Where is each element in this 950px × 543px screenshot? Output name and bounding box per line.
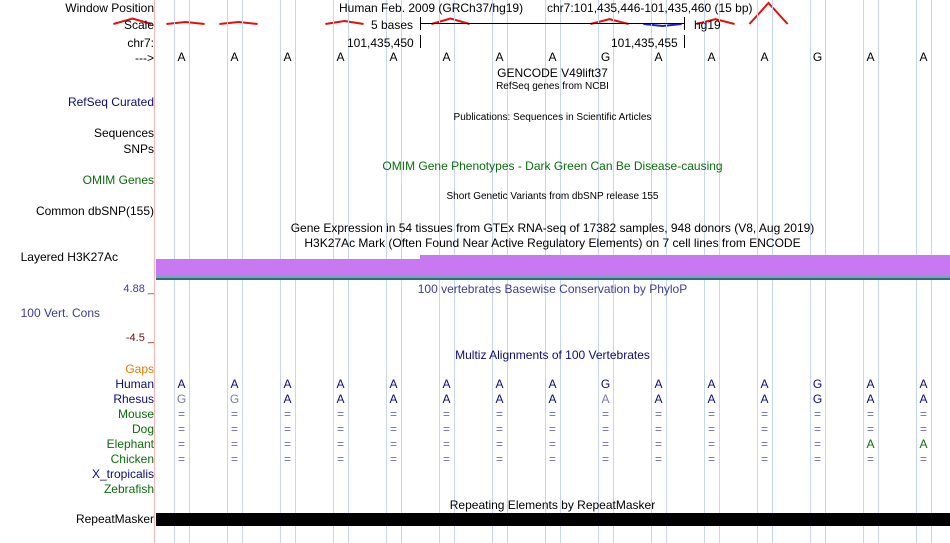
alignment-base: = <box>654 422 662 436</box>
base-9: G <box>600 50 611 64</box>
alignment-base: G <box>600 377 611 391</box>
alignment-base: A <box>760 377 769 391</box>
base-11: A <box>707 50 716 64</box>
alignment-base: A <box>548 392 557 406</box>
alignment-base: A <box>654 392 663 406</box>
alignment-base: = <box>601 452 609 466</box>
alignment-base: A <box>389 392 398 406</box>
alignment-base: A <box>919 392 928 406</box>
alignment-base: = <box>283 437 291 451</box>
alignment-base: A <box>707 377 716 391</box>
alignment-base: = <box>919 422 927 436</box>
gaps-label[interactable]: Gaps <box>125 362 154 376</box>
repeatmasker-title: Repeating Elements by RepeatMasker <box>449 498 656 512</box>
base-14: A <box>866 50 875 64</box>
coord-tick-450 <box>420 35 421 48</box>
alignment-base: = <box>813 452 821 466</box>
gtex-title: Gene Expression in 54 tissues from GTEx RNA-seq of 17382 samples, 948 donors (V8, Aug 2019) <box>290 221 815 235</box>
repeatmasker-bar[interactable] <box>156 513 950 526</box>
refseq-label[interactable]: RefSeq Curated <box>67 95 154 109</box>
alignment-base: = <box>760 422 768 436</box>
alignment-base: A <box>336 392 345 406</box>
alignment-base: = <box>389 452 397 466</box>
alignment-base: = <box>601 437 609 451</box>
base-2: A <box>230 50 239 64</box>
window-position-text: chr7:101,435,446-101,435,460 (15 bp) <box>547 1 753 15</box>
alignment-base: A <box>548 377 557 391</box>
vert-cons-label[interactable]: 100 Vert. Cons <box>20 306 100 320</box>
alignment-base: = <box>919 452 927 466</box>
alignment-base: = <box>336 452 344 466</box>
alignment-base: A <box>866 377 875 391</box>
alignment-base: = <box>548 422 556 436</box>
alignment-base: A <box>495 377 504 391</box>
species-label-mouse[interactable]: Mouse <box>117 407 154 421</box>
alignment-base: = <box>495 437 503 451</box>
omim-label[interactable]: OMIM Genes <box>82 173 154 187</box>
alignment-base: = <box>230 407 238 421</box>
alignment-base: = <box>495 407 503 421</box>
species-label-elephant[interactable]: Elephant <box>106 437 154 451</box>
alignment-base: = <box>389 407 397 421</box>
h3k27ac-signal-high[interactable] <box>420 255 950 276</box>
refseq-subtitle: RefSeq genes from NCBI <box>496 81 609 92</box>
base-7: A <box>495 50 504 64</box>
alignment-base: = <box>707 452 715 466</box>
alignment-base: A <box>495 392 504 406</box>
alignment-base: = <box>601 422 609 436</box>
common-dbsnp-label[interactable]: Common dbSNP(155) <box>35 204 154 218</box>
base-8: A <box>548 50 557 64</box>
base-15: A <box>919 50 928 64</box>
omim-title: OMIM Gene Phenotypes - Dark Green Can Be Disease-causing <box>382 159 723 173</box>
alignment-base: = <box>548 452 556 466</box>
window-position-label: Window Position <box>65 1 154 15</box>
base-4: A <box>336 50 345 64</box>
alignment-base: = <box>760 407 768 421</box>
multiz-title: Multiz Alignments of 100 Vertebrates <box>455 348 650 362</box>
alignment-base: = <box>601 407 609 421</box>
repeatmasker-label[interactable]: RepeatMasker <box>75 512 154 526</box>
alignment-base: = <box>283 422 291 436</box>
alignment-base: = <box>707 422 715 436</box>
species-label-dog[interactable]: Dog <box>131 422 154 436</box>
alignment-base: = <box>283 452 291 466</box>
alignment-base: = <box>336 437 344 451</box>
alignment-base: A <box>919 377 928 391</box>
h3k27ac-signal-low[interactable] <box>156 259 420 276</box>
coord-label-450: 101,435,450 <box>347 36 414 50</box>
alignment-base: = <box>177 422 185 436</box>
alignment-base: A <box>760 392 769 406</box>
alignment-base: A <box>707 392 716 406</box>
base-5: A <box>389 50 398 64</box>
scale-text: 5 bases <box>371 18 414 32</box>
alignment-base: = <box>654 452 662 466</box>
phylop-max-label: 4.88 _ <box>123 283 154 295</box>
alignment-base: = <box>442 422 450 436</box>
alignment-base: A <box>919 437 928 451</box>
phylop-min-label: -4.5 _ <box>125 332 154 344</box>
base-13: G <box>812 50 823 64</box>
phylop-title: 100 vertebrates Basewise Conservation by PhyloP <box>417 282 688 296</box>
alignment-base: A <box>442 392 451 406</box>
species-label-human[interactable]: Human <box>115 377 154 391</box>
alignment-base: A <box>866 392 875 406</box>
alignment-base: = <box>495 452 503 466</box>
alignment-base: = <box>654 437 662 451</box>
alignment-base: = <box>442 452 450 466</box>
alignment-base: = <box>177 407 185 421</box>
alignment-base: = <box>866 407 874 421</box>
coord-tick-455 <box>684 35 685 48</box>
alignment-base: = <box>866 422 874 436</box>
scale-label: Scale <box>123 18 154 32</box>
alignment-base: = <box>177 437 185 451</box>
alignment-base: G <box>176 392 187 406</box>
alignment-base: = <box>813 407 821 421</box>
alignment-base: A <box>442 377 451 391</box>
alignment-base: = <box>230 452 238 466</box>
alignment-base: = <box>866 452 874 466</box>
alignment-base: = <box>336 407 344 421</box>
alignment-base: = <box>654 407 662 421</box>
species-label-rhesus[interactable]: Rhesus <box>113 392 154 406</box>
strand-label: ---> <box>135 51 154 65</box>
alignment-base: G <box>812 377 823 391</box>
alignment-base: A <box>866 437 875 451</box>
publications-title: Publications: Sequences in Scientific Articles <box>453 112 652 123</box>
alignment-base: = <box>389 422 397 436</box>
alignment-base: A <box>336 377 345 391</box>
alignment-base: G <box>812 392 823 406</box>
alignment-base: = <box>707 407 715 421</box>
snp-title: Short Genetic Variants from dbSNP release 155 <box>446 191 659 202</box>
alignment-base: A <box>283 377 292 391</box>
alignment-base: = <box>336 422 344 436</box>
alignment-base: = <box>495 422 503 436</box>
alignment-base: A <box>177 377 186 391</box>
alignment-base: A <box>601 392 610 406</box>
alignment-base: = <box>813 437 821 451</box>
alignment-base: = <box>760 452 768 466</box>
alignment-base: G <box>229 392 240 406</box>
alignment-base: A <box>230 377 239 391</box>
track-label-column <box>0 0 154 543</box>
chrom-label: chr7: <box>127 36 154 50</box>
coord-label-455: 101,435,455 <box>611 36 678 50</box>
base-12: A <box>760 50 769 64</box>
alignment-base: = <box>548 437 556 451</box>
alignment-base: = <box>707 437 715 451</box>
gencode-title: GENCODE V49lift37 <box>497 66 608 80</box>
alignment-base: A <box>389 377 398 391</box>
alignment-base: = <box>230 437 238 451</box>
base-3: A <box>283 50 292 64</box>
alignment-base: = <box>230 422 238 436</box>
snps-label[interactable]: SNPs <box>123 142 154 156</box>
base-10: A <box>654 50 663 64</box>
alignment-base: = <box>442 407 450 421</box>
assembly-title: Human Feb. 2009 (GRCh37/hg19) <box>339 1 524 15</box>
species-label-x_tropicalis[interactable]: X_tropicalis <box>91 467 154 481</box>
base-1: A <box>177 50 186 64</box>
alignment-base: = <box>813 422 821 436</box>
h3k27ac-title: H3K27Ac Mark (Often Found Near Active Regulatory Elements) on 7 cell lines from ENCODE <box>304 236 801 250</box>
alignment-base: A <box>654 377 663 391</box>
scale-bar <box>420 23 684 24</box>
h3k27ac-label[interactable]: Layered H3K27Ac <box>20 250 118 264</box>
scale-db: hg19 <box>694 18 721 32</box>
species-label-zebrafish[interactable]: Zebrafish <box>103 482 154 496</box>
base-6: A <box>442 50 451 64</box>
alignment-base: A <box>283 392 292 406</box>
sequences-label[interactable]: Sequences <box>93 126 154 140</box>
alignment-base: = <box>548 407 556 421</box>
alignment-base: = <box>442 437 450 451</box>
species-label-chicken[interactable]: Chicken <box>110 452 154 466</box>
alignment-base: = <box>389 437 397 451</box>
alignment-base: = <box>177 452 185 466</box>
h3k27ac-baseline-dark <box>156 278 950 280</box>
alignment-base: = <box>283 407 291 421</box>
scale-bar-right-tick <box>684 17 685 30</box>
alignment-base: = <box>919 407 927 421</box>
alignment-base: = <box>760 437 768 451</box>
